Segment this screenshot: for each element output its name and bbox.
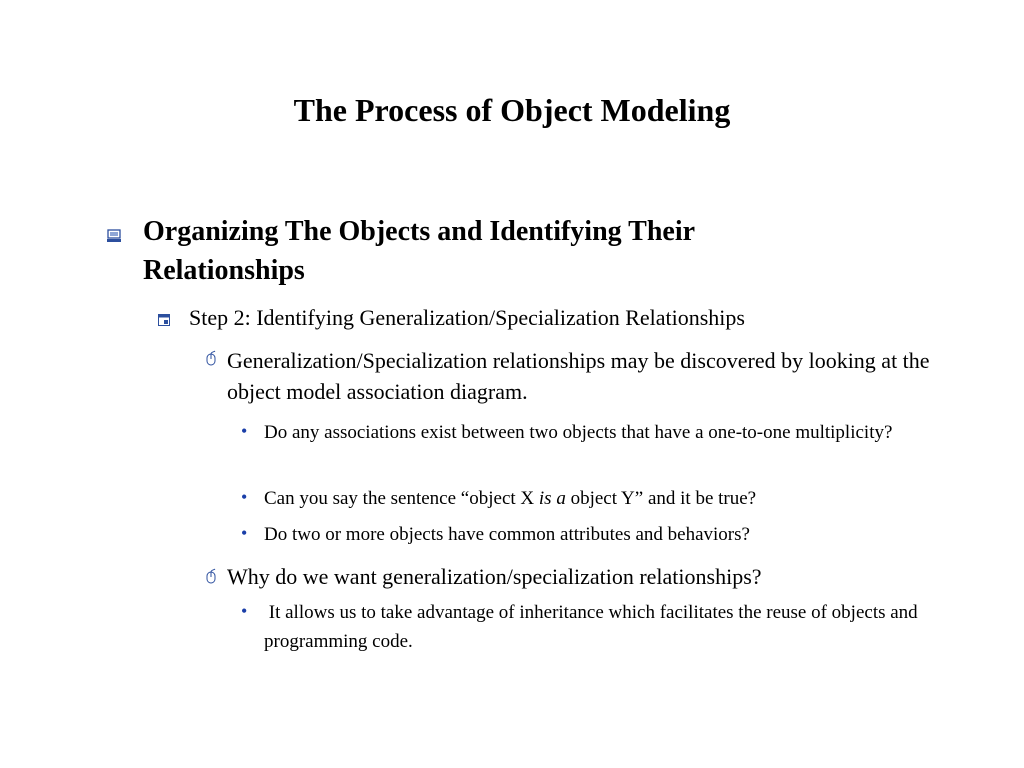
computer-icon [107,229,121,243]
bullet-dot: • [241,523,248,543]
slide-title: The Process of Object Modeling [293,92,731,128]
point-2: Why do we want generalization/specialization relationships? [227,564,762,589]
level1-heading: Organizing The Objects and Identifying Their Relationships [143,216,695,286]
point-1: Generalization/Specialization relationships may be discovered by looking at the object model association diagram. [227,348,930,404]
bullet-dot: • [241,421,248,441]
bullet-1-3: Do two or more objects have common attributes and behaviors? [264,524,750,545]
mouse-icon [205,569,217,584]
bullet-2-1: It allows us to take advantage of inheritance which facilitates the reuse of objects and programming code. [264,602,923,652]
bullet-1-2-italic: is a [538,488,566,509]
bullet-1-1: Do any associations exist between two objects that have a one-to-one multiplicity? [264,422,893,443]
level2-step: Step 2: Identifying Generalization/Specialization Relationships [189,305,745,330]
window-icon [158,314,170,326]
bullet-1-2-pre: Can you say the sentence “object X [264,488,539,509]
bullet-1-2 [264,484,954,513]
mouse-icon [205,351,217,366]
bullet-dot: • [241,601,248,621]
bullet-dot: • [241,487,248,507]
bullet-1-2-post: object Y” and it be true? [565,488,757,509]
